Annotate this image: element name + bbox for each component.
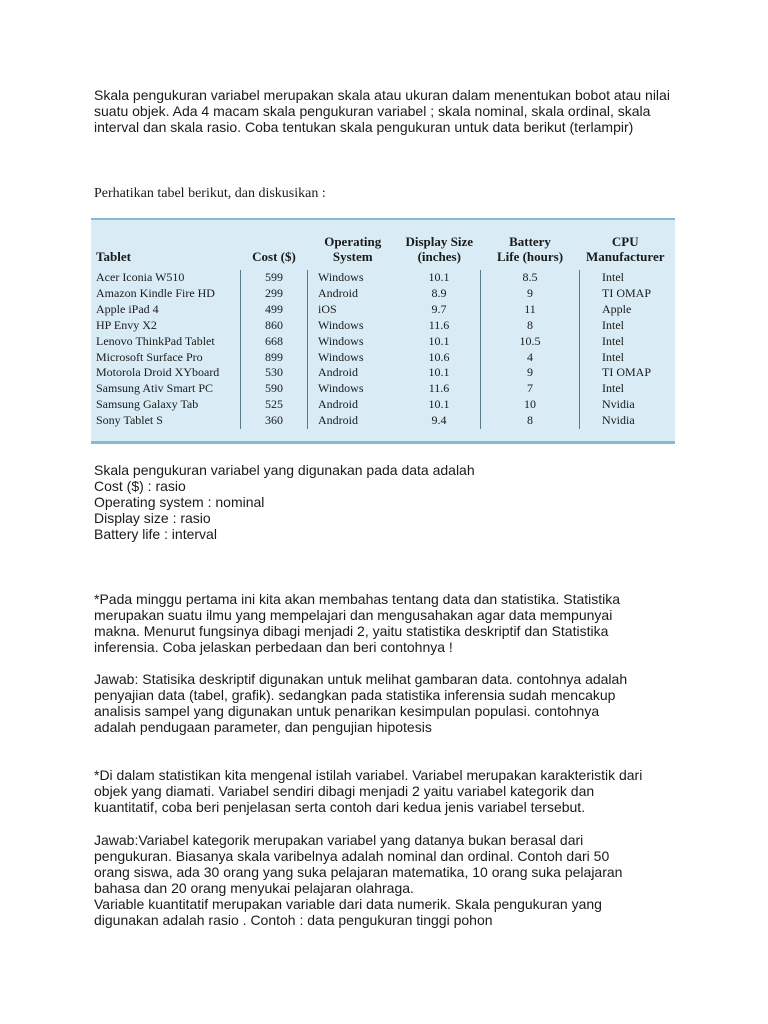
cell-battery: 10.5 xyxy=(481,334,580,350)
cell-cost: 499 xyxy=(241,302,308,318)
cell-cpu: TI OMAP xyxy=(580,365,672,381)
question-line: *Pada minggu pertama ini kita akan membahas tentang data dan statistika. Statistika xyxy=(94,591,621,607)
answer-line: adalah pendugaan parameter, dan pengujian hipotesis xyxy=(94,719,432,735)
answer-3-block xyxy=(94,832,704,928)
cell-tablet: Apple iPad 4 xyxy=(96,301,159,316)
answer-line: Battery life : interval xyxy=(94,526,217,542)
cell-cost: 360 xyxy=(241,413,308,429)
question-line: kuantitatif, coba beri penjelasan serta contoh dari kedua jenis variabel tersebut. xyxy=(94,799,586,815)
cell-tablet: Sony Tablet S xyxy=(96,413,163,428)
cell-cpu: Intel xyxy=(580,318,672,334)
cell-tablet: Amazon Kindle Fire HD xyxy=(96,285,215,300)
header-battery: Battery Life (hours) xyxy=(496,234,564,264)
cell-os: Android xyxy=(308,286,399,302)
header-display: Display Size (inches) xyxy=(405,234,474,264)
question-line: objek yang diamati. Variabel sendiri dibagi menjadi 2 yaitu variabel kategorik dan xyxy=(94,783,595,799)
cell-os: Android xyxy=(308,413,399,429)
question-2-block xyxy=(94,591,704,655)
cell-battery: 9 xyxy=(481,365,580,381)
cell-cost: 860 xyxy=(241,318,308,334)
answer-line: Operating system : nominal xyxy=(94,494,265,510)
cell-cpu: TI OMAP xyxy=(580,286,672,302)
cell-cpu: Nvidia xyxy=(580,397,672,413)
cell-display: 10.1 xyxy=(428,365,450,380)
cell-cost: 899 xyxy=(241,350,308,366)
cell-cost: 530 xyxy=(241,365,308,381)
cell-tablet: Acer Iconia W510 xyxy=(96,270,185,284)
cell-os: Windows xyxy=(308,381,399,397)
cell-cost: 525 xyxy=(241,397,308,413)
cell-battery: 9 xyxy=(481,286,580,302)
question-line: merupakan suatu ilmu yang mempelajari dan mengusahakan agar data mempunyai xyxy=(94,607,613,623)
cell-cpu: Intel xyxy=(580,350,672,366)
cell-cost: 299 xyxy=(241,286,308,302)
cell-display: 11.6 xyxy=(428,381,450,396)
cell-cpu: Intel xyxy=(580,334,672,350)
table-row xyxy=(93,318,671,334)
answer-line: Variable kuantitatif merupakan variable dari data numerik. Skala pengukuran yang xyxy=(94,896,602,912)
table-row xyxy=(93,381,671,397)
answer-line: orang siswa, ada 30 orang yang suka pelajaran matematika, 10 orang suka pelajaran xyxy=(94,864,623,880)
table-header-row xyxy=(93,234,671,270)
cell-os: Windows xyxy=(308,350,399,366)
cell-os: iOS xyxy=(308,302,399,318)
cell-tablet: Microsoft Surface Pro xyxy=(96,349,203,364)
table-row xyxy=(93,365,671,381)
table-row xyxy=(93,334,671,350)
cell-display: 10.1 xyxy=(428,270,450,284)
cell-cost: 599 xyxy=(241,270,308,286)
cell-os: Windows xyxy=(308,334,399,350)
answer-line: analisis sampel yang digunakan untuk penarikan kesimpulan populasi. contohnya xyxy=(94,703,600,719)
table-row xyxy=(93,270,671,286)
question-line: makna. Menurut fungsinya dibagi menjadi 2, yaitu statistika deskriptif dan Statistika xyxy=(94,623,609,639)
cell-battery: 4 xyxy=(481,350,580,366)
answer-line: Jawab:Variabel kategorik merupakan variabel yang datanya bukan berasal dari xyxy=(94,832,584,848)
cell-display: 11.6 xyxy=(428,317,450,332)
answer-line: Skala pengukuran variabel yang digunakan pada data adalah xyxy=(94,462,475,478)
cell-battery: 10 xyxy=(481,397,580,413)
cell-battery: 7 xyxy=(481,381,580,397)
cell-battery: 8 xyxy=(481,318,580,334)
answer-line: bahasa dan 20 orang menyukai pelajaran olahraga. xyxy=(94,880,414,896)
cell-cpu: Nvidia xyxy=(580,413,672,429)
table-heading: Perhatikan tabel berikut, dan diskusikan : xyxy=(94,186,326,201)
cell-cpu: Intel xyxy=(580,381,672,397)
cell-tablet: Lenovo ThinkPad Tablet xyxy=(96,333,215,348)
cell-display: 9.7 xyxy=(431,301,447,316)
cell-cost: 590 xyxy=(241,381,308,397)
header-cpu: CPU Manufacturer xyxy=(586,234,665,264)
cell-display: 10.6 xyxy=(428,349,450,364)
cell-tablet: Samsung Galaxy Tab xyxy=(96,397,199,412)
header-os: Operating System xyxy=(324,234,382,264)
cell-tablet: Motorola Droid XYboard xyxy=(96,365,220,380)
cell-cpu: Intel xyxy=(580,270,672,286)
table-row xyxy=(93,350,671,366)
question-line: *Di dalam statistikan kita mengenal istilah variabel. Variabel merupakan karakteristik dari xyxy=(94,767,643,783)
cell-tablet: Samsung Ativ Smart PC xyxy=(96,381,214,396)
cell-battery: 11 xyxy=(481,302,580,318)
cell-display: 8.9 xyxy=(431,285,447,300)
question-line: inferensia. Coba jelaskan perbedaan dan beri contohnya ! xyxy=(94,639,453,655)
table-row xyxy=(93,397,671,413)
table-row xyxy=(93,302,671,318)
answer-2-block xyxy=(94,671,704,735)
answer-line: Cost ($) : rasio xyxy=(94,478,186,494)
intro-paragraph: Skala pengukuran variabel merupakan skala atau ukuran dalam menentukan bobot atau nilai suatu objek. Ada 4 macam skala pengukuran variabel ; skala nominal, skala ordinal, skala interval dan skala rasio. Coba tentukan skala pengukuran untuk data berikut (terlampir) xyxy=(94,87,670,135)
cell-os: Windows xyxy=(308,270,399,286)
cell-os: Windows xyxy=(308,318,399,334)
cell-cpu: Apple xyxy=(580,302,672,318)
cell-battery: 8 xyxy=(481,413,580,429)
tablet-specs-table xyxy=(93,234,671,429)
table-row xyxy=(93,413,671,429)
header-tablet: Tablet xyxy=(96,249,131,264)
answer-line: penyajian data (tabel, grafik). sedangkan pada statistika inferensia sudah mencakup xyxy=(94,687,616,703)
answer-line: digunakan adalah rasio . Contoh : data pengukuran tinggi pohon xyxy=(94,912,493,928)
cell-display: 9.4 xyxy=(431,413,447,428)
header-cost: Cost ($) xyxy=(252,249,296,264)
cell-os: Android xyxy=(308,397,399,413)
answer-line: Display size : rasio xyxy=(94,510,211,526)
answer-line: pengukuran. Biasanya skala varibelnya adalah nominal dan ordinal. Contoh dari 50 xyxy=(94,848,610,864)
cell-tablet: HP Envy X2 xyxy=(96,317,157,332)
answer-line: Jawab: Statisika deskriptif digunakan untuk melihat gambaran data. contohnya adalah xyxy=(94,671,628,687)
cell-cost: 668 xyxy=(241,334,308,350)
cell-display: 10.1 xyxy=(428,397,450,412)
cell-display: 10.1 xyxy=(428,333,450,348)
answer-scales-block xyxy=(94,462,704,542)
cell-os: Android xyxy=(308,365,399,381)
question-3-block xyxy=(94,767,704,815)
table-row xyxy=(93,286,671,302)
tablet-specs-table-panel xyxy=(91,218,675,444)
cell-battery: 8.5 xyxy=(481,270,580,286)
